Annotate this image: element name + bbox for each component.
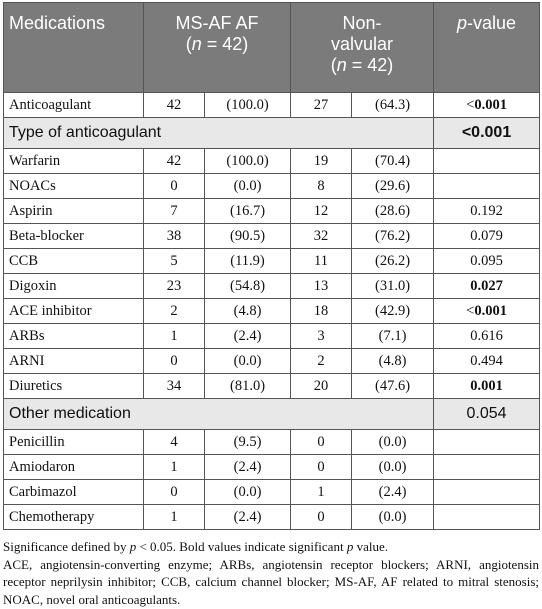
row-arni bbox=[4, 349, 540, 374]
cell-msaf-n: 1 bbox=[144, 324, 205, 349]
cell-name: Beta-blocker bbox=[4, 224, 144, 249]
section-p-value: 0.054 bbox=[434, 399, 540, 430]
section-p-value: <0.001 bbox=[434, 118, 540, 149]
cell-p-value bbox=[434, 93, 540, 118]
cell-nv-n: 12 bbox=[291, 199, 352, 224]
cell-msaf-pct: (2.4) bbox=[205, 455, 291, 480]
p-number: 0.001 bbox=[474, 302, 507, 319]
cell-nv-pct: (76.2) bbox=[352, 224, 434, 249]
header-ms-af bbox=[144, 3, 291, 93]
cell-nv-n: 20 bbox=[291, 374, 352, 399]
row-warfarin bbox=[4, 149, 540, 174]
cell-name: NOACs bbox=[4, 174, 144, 199]
cell-nv-n: 2 bbox=[291, 349, 352, 374]
cell-nv-pct: (28.6) bbox=[352, 199, 434, 224]
cell-name: ARBs bbox=[4, 324, 144, 349]
cell-name: ACE inhibitor bbox=[4, 299, 144, 324]
cell-nv-n: 0 bbox=[291, 505, 352, 530]
cell-msaf-pct: (0.0) bbox=[205, 480, 291, 505]
cell-msaf-pct: (11.9) bbox=[205, 249, 291, 274]
cell-msaf-pct: (54.8) bbox=[205, 274, 291, 299]
cell-p-value bbox=[434, 174, 540, 199]
cell-msaf-n: 0 bbox=[144, 349, 205, 374]
cell-nv-pct: (0.0) bbox=[352, 505, 434, 530]
cell-msaf-pct: (2.4) bbox=[205, 324, 291, 349]
cell-name: Anticoagulant bbox=[4, 93, 144, 118]
sig-text-1: Significance defined by bbox=[3, 539, 130, 554]
cell-msaf-n: 1 bbox=[144, 455, 205, 480]
header-non-valvular bbox=[291, 3, 434, 93]
row-ace-inhibitor bbox=[4, 299, 540, 324]
row-aspirin bbox=[4, 199, 540, 224]
header-ms-af-open: ( bbox=[185, 34, 192, 54]
cell-nv-n: 0 bbox=[291, 455, 352, 480]
header-ms-af-n: n bbox=[191, 34, 202, 54]
cell-name: Warfarin bbox=[4, 149, 144, 174]
medications-table-container bbox=[3, 2, 539, 608]
sig-text-3: value. bbox=[353, 539, 388, 554]
cell-msaf-pct: (81.0) bbox=[205, 374, 291, 399]
cell-nv-n: 27 bbox=[291, 93, 352, 118]
cell-msaf-n: 7 bbox=[144, 199, 205, 224]
significance-note bbox=[3, 538, 539, 556]
header-nv-n: n bbox=[336, 55, 347, 75]
cell-p-value: 0.079 bbox=[434, 224, 540, 249]
cell-p-value: 0.027 bbox=[434, 274, 540, 299]
cell-p-value: 0.494 bbox=[434, 349, 540, 374]
row-ccb bbox=[4, 249, 540, 274]
row-digoxin bbox=[4, 274, 540, 299]
header-medications: Medications bbox=[4, 3, 144, 93]
cell-p-value: 0.616 bbox=[434, 324, 540, 349]
cell-name: Digoxin bbox=[4, 274, 144, 299]
cell-nv-n: 11 bbox=[291, 249, 352, 274]
cell-nv-pct: (70.4) bbox=[352, 149, 434, 174]
cell-nv-n: 13 bbox=[291, 274, 352, 299]
cell-nv-pct: (0.0) bbox=[352, 430, 434, 455]
cell-msaf-n: 4 bbox=[144, 430, 205, 455]
cell-name: CCB bbox=[4, 249, 144, 274]
cell-msaf-n: 38 bbox=[144, 224, 205, 249]
cell-nv-n: 0 bbox=[291, 430, 352, 455]
cell-msaf-n: 0 bbox=[144, 480, 205, 505]
header-nv-open: ( bbox=[330, 55, 337, 75]
cell-name: ARNI bbox=[4, 349, 144, 374]
table-footnotes bbox=[3, 538, 539, 608]
row-noacs bbox=[4, 174, 540, 199]
cell-name: Penicillin bbox=[4, 430, 144, 455]
cell-msaf-pct: (16.7) bbox=[205, 199, 291, 224]
cell-nv-n: 1 bbox=[291, 480, 352, 505]
cell-p-value bbox=[434, 430, 540, 455]
cell-msaf-pct: (0.0) bbox=[205, 349, 291, 374]
table-header-row bbox=[4, 3, 540, 93]
header-p-italic: p bbox=[457, 13, 468, 33]
cell-nv-pct: (31.0) bbox=[352, 274, 434, 299]
row-chemotherapy bbox=[4, 505, 540, 530]
cell-p-value bbox=[434, 480, 540, 505]
cell-p-value bbox=[434, 455, 540, 480]
cell-p-value bbox=[434, 299, 540, 324]
cell-msaf-pct: (2.4) bbox=[205, 505, 291, 530]
cell-nv-pct: (64.3) bbox=[352, 93, 434, 118]
cell-nv-n: 19 bbox=[291, 149, 352, 174]
cell-p-value bbox=[434, 505, 540, 530]
cell-nv-n: 32 bbox=[291, 224, 352, 249]
cell-nv-pct: (42.9) bbox=[352, 299, 434, 324]
p-number: 0.001 bbox=[474, 96, 507, 113]
cell-nv-pct: (2.4) bbox=[352, 480, 434, 505]
cell-msaf-pct: (100.0) bbox=[205, 93, 291, 118]
p-prefix: < bbox=[466, 96, 475, 113]
sig-p-italic-2: p bbox=[346, 539, 354, 554]
cell-nv-pct: (7.1) bbox=[352, 324, 434, 349]
row-beta-blocker bbox=[4, 224, 540, 249]
cell-name: Amiodaron bbox=[4, 455, 144, 480]
header-ms-af-count: = 42) bbox=[201, 34, 249, 54]
cell-msaf-pct: (100.0) bbox=[205, 149, 291, 174]
cell-nv-n: 3 bbox=[291, 324, 352, 349]
cell-msaf-n: 1 bbox=[144, 505, 205, 530]
cell-p-value: 0.001 bbox=[434, 374, 540, 399]
cell-nv-pct: (4.8) bbox=[352, 349, 434, 374]
header-p-value bbox=[434, 3, 540, 93]
cell-p-value bbox=[434, 149, 540, 174]
cell-name: Carbimazol bbox=[4, 480, 144, 505]
header-nv-line1: Non- bbox=[342, 13, 382, 33]
cell-msaf-n: 42 bbox=[144, 149, 205, 174]
cell-msaf-n: 42 bbox=[144, 93, 205, 118]
cell-p-value: 0.192 bbox=[434, 199, 540, 224]
cell-msaf-n: 0 bbox=[144, 174, 205, 199]
cell-msaf-pct: (0.0) bbox=[205, 174, 291, 199]
cell-nv-pct: (0.0) bbox=[352, 455, 434, 480]
sig-text-2: < 0.05. Bold values indicate significant bbox=[136, 539, 347, 554]
row-arbs bbox=[4, 324, 540, 349]
header-nv-count: = 42) bbox=[346, 55, 394, 75]
header-nv-line2: valvular bbox=[331, 34, 394, 54]
row-diuretics bbox=[4, 374, 540, 399]
cell-name: Chemotherapy bbox=[4, 505, 144, 530]
section-label: Type of anticoagulant bbox=[4, 118, 434, 149]
cell-msaf-pct: (4.8) bbox=[205, 299, 291, 324]
cell-nv-pct: (29.6) bbox=[352, 174, 434, 199]
section-other-medication bbox=[4, 399, 540, 430]
row-penicillin bbox=[4, 430, 540, 455]
cell-nv-pct: (47.6) bbox=[352, 374, 434, 399]
row-amiodaron bbox=[4, 455, 540, 480]
cell-nv-n: 18 bbox=[291, 299, 352, 324]
abbreviations-note: ACE, angiotensin-converting enzyme; ARBs, angiotensin receptor blockers; ARNI, angiotensin receptor neprilysin inhibitor; CCB, calcium channel blocker; MS-AF, AF related to mitral stenosis; NOAC, novel oral anticoagulants. bbox=[3, 556, 539, 607]
header-ms-af-line1: MS-AF AF bbox=[175, 13, 259, 33]
section-type-of-anticoagulant bbox=[4, 118, 540, 149]
cell-p-value: 0.095 bbox=[434, 249, 540, 274]
p-prefix: < bbox=[466, 302, 475, 319]
cell-msaf-n: 5 bbox=[144, 249, 205, 274]
cell-msaf-n: 2 bbox=[144, 299, 205, 324]
cell-msaf-n: 23 bbox=[144, 274, 205, 299]
cell-name: Diuretics bbox=[4, 374, 144, 399]
cell-msaf-pct: (9.5) bbox=[205, 430, 291, 455]
row-anticoagulant bbox=[4, 93, 540, 118]
section-label: Other medication bbox=[4, 399, 434, 430]
cell-msaf-pct: (90.5) bbox=[205, 224, 291, 249]
cell-nv-n: 8 bbox=[291, 174, 352, 199]
header-p-rest: -value bbox=[467, 13, 517, 33]
medications-table bbox=[3, 2, 540, 530]
sig-p-italic-1: p bbox=[129, 539, 137, 554]
cell-name: Aspirin bbox=[4, 199, 144, 224]
cell-msaf-n: 34 bbox=[144, 374, 205, 399]
cell-nv-pct: (26.2) bbox=[352, 249, 434, 274]
row-carbimazol bbox=[4, 480, 540, 505]
